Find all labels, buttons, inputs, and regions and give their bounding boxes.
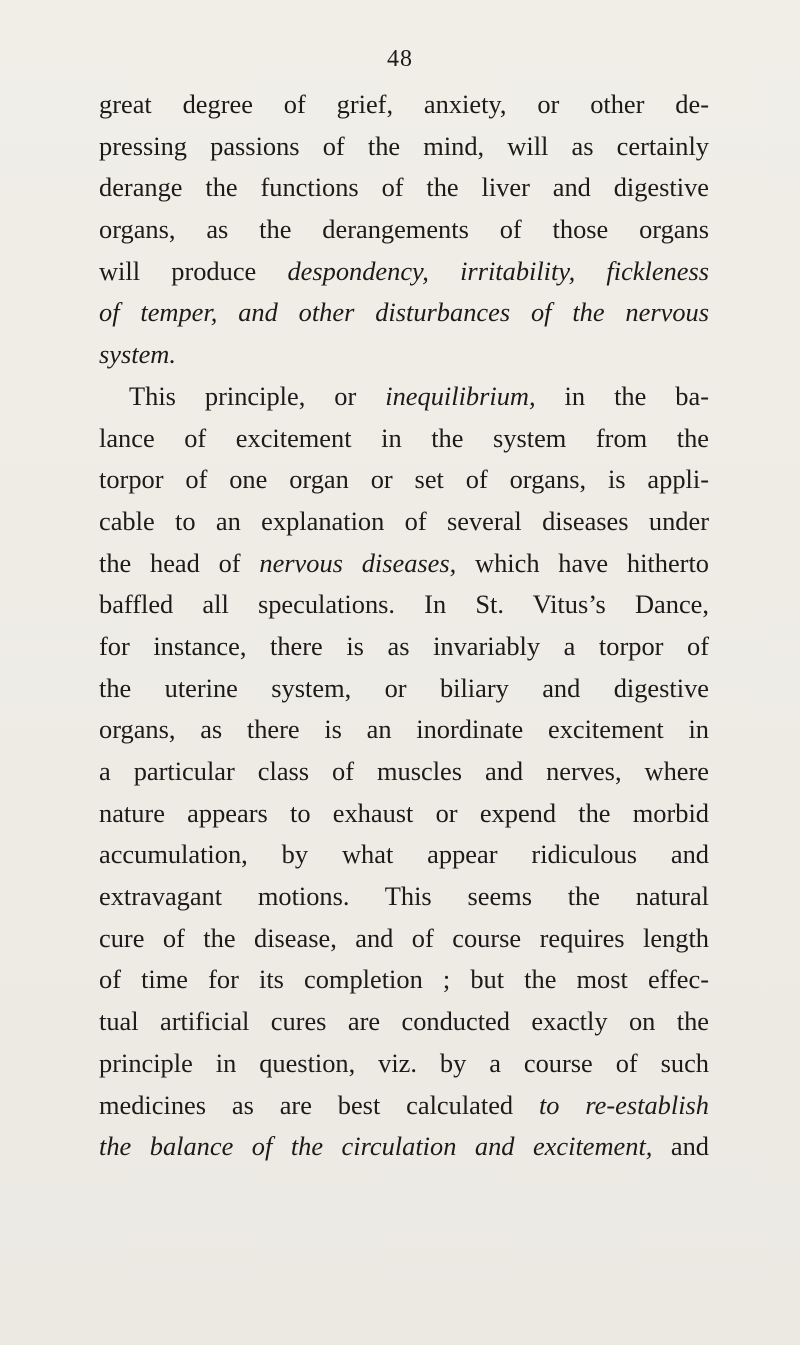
text-segment: which have hitherto [456, 547, 709, 578]
text-segment: a particular class of muscles and nerves, where [99, 756, 709, 786]
body-text [99, 84, 709, 1168]
text-line [99, 501, 709, 543]
italic-text: despondency, irritability, fickleness [287, 255, 709, 286]
text-line [99, 626, 709, 668]
text-segment: principle in question, viz. by a course of such [99, 1047, 709, 1078]
text-segment: extravagant motions. This seems the natural [99, 881, 709, 912]
text-line [99, 376, 709, 418]
text-line [99, 167, 709, 209]
italic-text: nervous diseases, [259, 547, 457, 578]
text-line [99, 918, 709, 960]
text-line [99, 751, 709, 793]
text-line [99, 126, 709, 168]
text-line [99, 709, 709, 751]
text-line [99, 84, 709, 126]
text-line [99, 1126, 709, 1168]
text-line [99, 292, 709, 334]
text-line [99, 584, 709, 626]
text-line [99, 959, 709, 1001]
text-segment: accumulation, by what appear ridiculous and [99, 839, 709, 870]
page-number: 48 [387, 46, 413, 72]
text-segment: in the ba- [535, 380, 710, 411]
text-segment: of time for its completion ; but the most effec- [99, 964, 709, 995]
italic-text: the balance of the circulation and excitement, [99, 1131, 653, 1162]
text-line [99, 668, 709, 710]
text-line [99, 1043, 709, 1085]
text-segment: will produce [99, 255, 288, 286]
text-segment: cable to an explanation of several diseases under [99, 505, 709, 536]
text-line [99, 459, 709, 501]
text-line [99, 1085, 709, 1127]
text-line [99, 418, 709, 460]
text-segment: pressing passions of the mind, will as certainly [99, 130, 709, 161]
text-segment: This principle, or [129, 380, 386, 411]
text-line [99, 334, 709, 376]
text-segment: organs, as there is an inordinate excitement in [99, 714, 709, 745]
text-line [99, 876, 709, 918]
text-line [99, 1001, 709, 1043]
text-segment: tual artificial cures are conducted exactly on the [99, 1006, 709, 1037]
text-segment: torpor of one organ or set of organs, is appli- [99, 464, 709, 495]
text-segment: medicines as are best calculated [99, 1089, 539, 1120]
text-segment: great degree of grief, anxiety, or other de- [99, 89, 709, 119]
text-line [99, 209, 709, 251]
text-segment: the head of [99, 547, 260, 578]
text-segment: for instance, there is as invariably a torpor of [99, 630, 709, 661]
text-segment: lance of excitement in the system from the [99, 422, 709, 453]
text-segment: baffled all speculations. In St. Vitus’s Dance, [99, 589, 709, 620]
text-line [99, 251, 709, 293]
text-segment: and [652, 1131, 709, 1162]
text-line [99, 793, 709, 835]
text-segment: nature appears to exhaust or expend the morbid [99, 797, 709, 828]
italic-text: of temper, and other disturbances of the nervous [99, 297, 709, 328]
italic-text: system. [99, 339, 176, 370]
text-line [99, 834, 709, 876]
italic-text: to re-establish [538, 1089, 709, 1120]
text-segment: organs, as the derangements of those organs [99, 214, 709, 245]
italic-text: inequilibrium, [385, 380, 536, 411]
text-segment: the uterine system, or biliary and digestive [99, 672, 709, 703]
text-segment: derange the functions of the liver and digestive [99, 172, 709, 203]
text-line [99, 543, 709, 585]
text-segment: cure of the disease, and of course requires length [99, 922, 709, 953]
